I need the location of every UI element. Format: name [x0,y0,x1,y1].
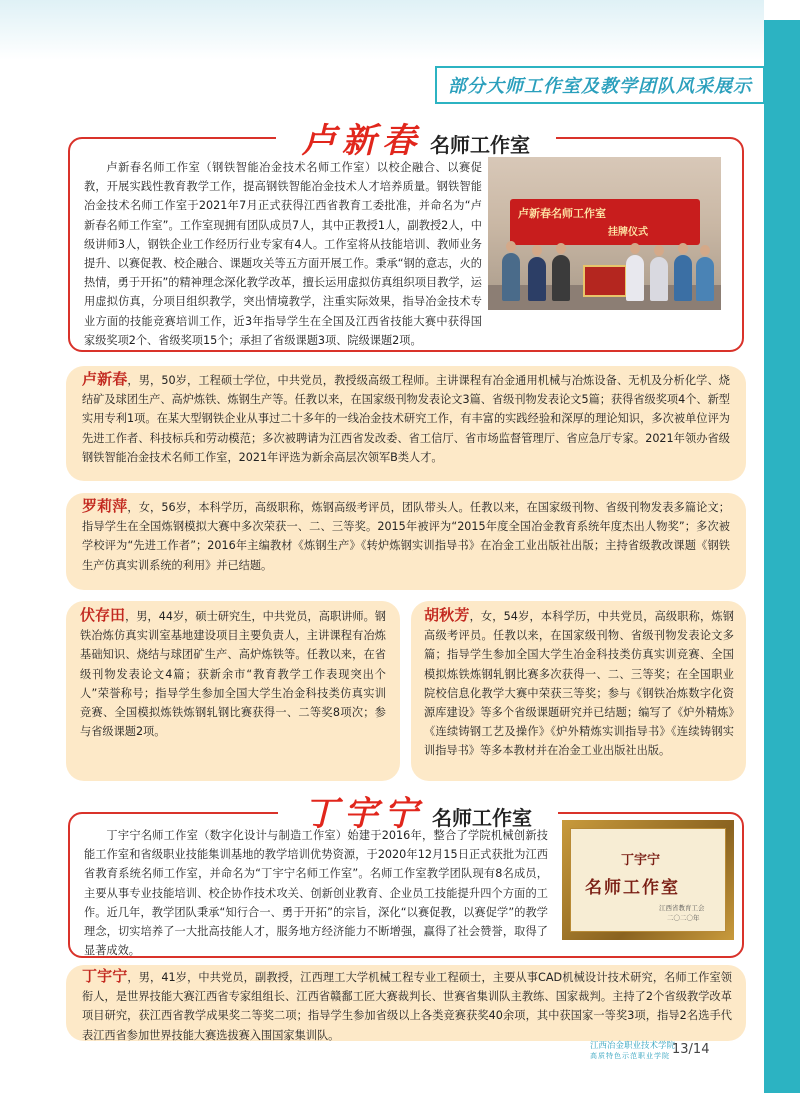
plaque-line-3: 江西省教育工会 [659,904,705,912]
bio-text-1: 卢新春，男，50岁，工程硕士学位，中共党员，教授级高级工程师。主讲课程有冶金通用机械与冶炼设备、无机及分析化学、烧结矿及球团生产、高炉炼铁、炼钢生产等。任教以来，在国家级刊物发表论文3篇、省级刊物发表论文5篇；获得省级奖项4个、新型实用专利1项。在某大型钢铁企业从事过二十多年的一线冶金技术研究工作，有丰富的实践经验和深厚的理论知识，多次被单位评为先进工作者、科技标兵和劳动模范；多次被聘请为江西省发改委、省工信厅、省市场监督管理厅、省应急厅专家。2021年领办省级钢铁智能冶金技术名师工作室，2021年评选为新余高层次领军B类人才。 [82,370,730,464]
person-figure [552,255,570,301]
section1-name: 卢新春 [302,121,422,161]
person-figure [502,253,520,301]
studio-plaque [562,820,734,940]
bio-name-3: 伏存田 [80,606,126,624]
bio-name-2: 罗莉萍 [82,497,128,515]
bio-name-1: 卢新春 [82,370,128,388]
bio-text-3: 伏存田，男，44岁，硕士研究生，中共党员，高职讲师。钢铁冶炼仿真实训室基地建设项目主要负责人，主讲课程有冶炼基础知识、烧结与球团矿生产、高炉炼铁等。任教以来，在省级刊物发表论文4篇；获新余市“教育教学工作表现突出个人”荣誉称号；指导学生参加全国大学生冶金科技类仿真实训竞赛、全国模拟炼铁炼钢轧钢比赛获得一、二等奖8项次；参与省级课题2项。 [80,606,386,739]
section1-paragraph: 卢新春名师工作室（钢铁智能冶金技术名师工作室）以校企融合、以赛促教，开展实践性教育教学工作，提高钢铁智能冶金技术人才培养质量。钢铁智能冶金技术名师工作室于2021年7月正式获得江西省教育工委批准，并命名为“卢新春名师工作室”。工作室现拥有团队成员7人，其中正教授1人，副教授2人，中级讲师3人，钢铁企业工作经历行业专家有4人。工作室将从技能培训、教师业务提升、以赛促教、校企融合、课题攻关等五方面开展工作。秉承“钢的意志，火的热情，勇于开拓”的精神理念深化教学改革，擅长运用虚拟仿真组织项目教学，运用虚拟仿真，分项目组织教学，突出情境教学，注重实际效果，指导冶金技术专业方面的技能竞赛培训工作，近3年指导学生在全国及江西省技能大赛中获得国家级奖项2个、省级奖项15个；承担了省级课题3项、院级课题2项。 [84,161,482,347]
bio-name-5: 丁宇宁 [82,967,128,985]
plaque-line-1: 丁宇宁 [621,853,661,868]
plaque-line-4: 二〇二〇年 [667,914,700,922]
footer-motto: 高质特色示范职业学院 [590,1052,670,1060]
top-gradient-band [0,0,800,60]
section2-name: 丁宇宁 [304,794,424,834]
person-figure [696,257,714,301]
bio-text-2: 罗莉萍，女，56岁，本科学历，高级职称，炼钢高级考评员，团队带头人。任教以来，在国家级刊物、省级刊物发表多篇论文；指导学生在全国炼钢模拟大赛中多次荣获一、二、三等奖。2015年被评为“2015年度全国冶金教育系统年度杰出人物奖”；多次被学校评为“先进工作者”；2016年主编教材《炼钢生产》《转炉炼钢实训指导书》在冶金工业出版社出版；主持省级教改课题《钢铁生产仿真实训系统的利用》并已结题。 [82,497,730,572]
header-banner: 部分大师工作室及教学团队风采展示 [435,66,765,104]
section2-paragraph: 丁宇宁名师工作室（数字化设计与制造工作室）始建于2016年，整合了学院机械创新技能工作室和省级职业技能集训基地的教学培训优势资源，于2020年12月15日正式获批为江西省教育系统名师工作室，并命名为“丁宇宁名师工作室”。名师工作室教学团队现有8名成员，主要从事专业技能培训、校企协作技术攻关、创新创业教育、企业员工技能提升四个方面的工作。近几年，教学团队秉承“知行合一、勇于开拓”的宗旨，深化“以赛促教，以赛促学”的教学理念，切实培养了一大批高技能人才，服务地方经济能力不断增强，赢得了社会赞誉，取得了显著成效。 [84,829,548,958]
page-footer [590,1039,760,1061]
bio-text-4: 胡秋芳，女，54岁，本科学历，中共党员，高级职称，炼钢高级考评员。任教以来，在国家级刊物、省级刊物发表论文多篇；指导学生参加全国大学生冶金科技类仿真实训竞赛、全国模拟炼铁炼钢轧钢比赛多次获得一、二、三等奖；在全国职业院校信息化教学大赛中荣获三等奖；参与《钢铁冶炼数字化资源库建设》等多个省级课题研究并已结题；编写了《炉外精炼》《连续铸钢工艺及操作》《炉外精炼实训指导书》《连续铸钢实训指导书》等多本教材并在冶金工业出版社出版。 [424,606,734,758]
ceremony-photo [488,157,721,310]
bio-text-5: 丁宇宁，男，41岁，中共党员，副教授，江西理工大学机械工程专业工程硕士，主要从事CAD机械设计技术研究，名师工作室领衔人，是世界技能大赛江西省专家组组长、江西省赣鄱工匠大赛裁判长、世赛省集训队主教练、国家裁判。主持了2个省级教学改革项目研究，获江西省教学成果奖二等奖二项；指导学生参加省级以上各类竞赛获奖40余项，其中获国家一等奖3项，指导2名选手代表江西省参加世界技能大赛选拔赛入围国家集训队。 [82,967,732,1042]
right-teal-sidebar [764,0,800,1093]
person-figure [674,255,692,301]
person-figure [626,255,644,301]
section1-title [276,113,556,162]
person-figure [528,257,546,301]
person-figure [650,257,668,301]
plaque-in-photo [583,265,627,297]
page-number: 13/14 [672,1042,710,1057]
photo-banner-line2: 挂牌仪式 [608,227,648,238]
photo-banner-line1: 卢新春名师工作室 [518,207,606,220]
footer-school: 江西冶金职业技术学院 [590,1041,676,1051]
sidebar-top-gap [764,0,800,20]
section2-suffix: 名师工作室 [432,806,532,830]
studio-plaque-face [570,828,726,932]
plaque-line-2: 名师工作室 [585,878,680,898]
bio-name-4: 胡秋芳 [424,606,470,624]
section1-suffix: 名师工作室 [430,133,530,157]
